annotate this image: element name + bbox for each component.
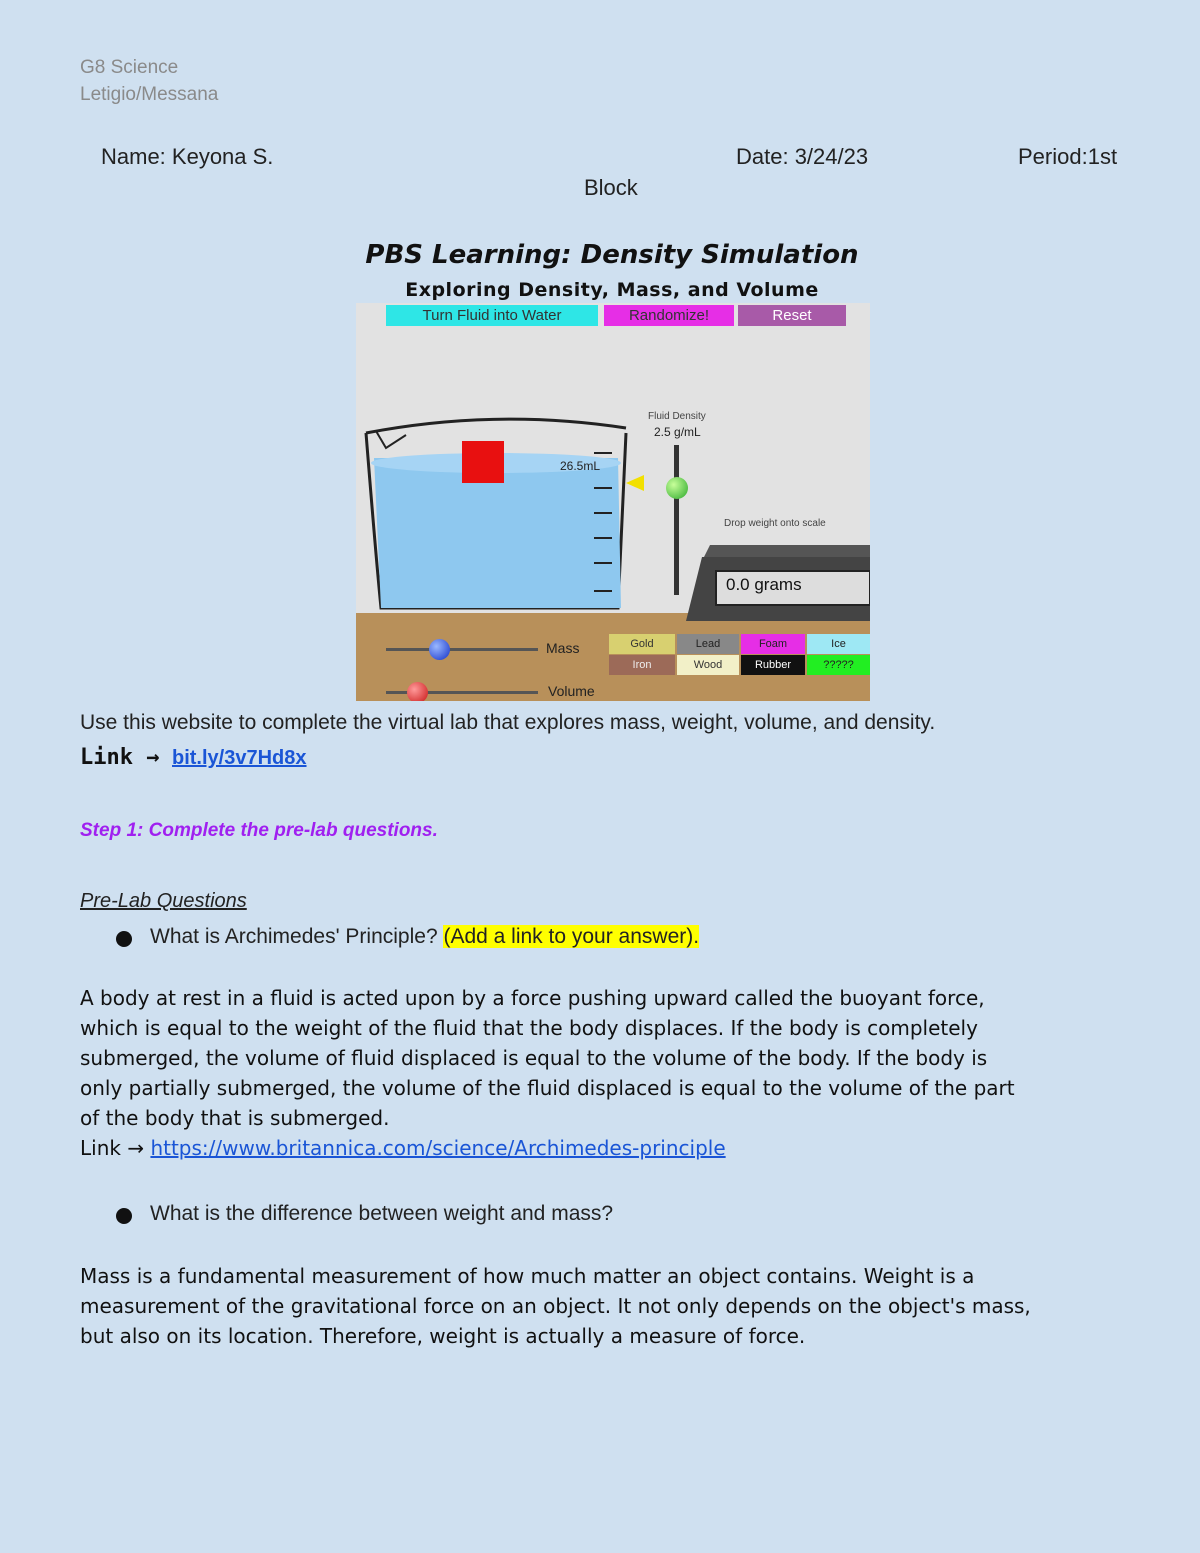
prelab-heading: Pre-Lab Questions [80, 890, 247, 912]
bullet-icon [116, 1208, 132, 1224]
mass-slider-handle[interactable] [429, 639, 450, 660]
answer-1 [80, 983, 1150, 1163]
question-1 [150, 925, 699, 949]
period-continuation: Block [584, 175, 638, 200]
material-unknown[interactable]: ????? [807, 655, 870, 675]
answer-2-line: but also on its location. Therefore, weight is actually a measure of force. [80, 1324, 806, 1348]
red-block[interactable] [462, 441, 504, 483]
answer-1-line: which is equal to the weight of the fluid that the body displaces. If the body is completely [80, 1016, 978, 1040]
randomize-button[interactable]: Randomize! [604, 305, 734, 326]
material-iron[interactable]: Iron [609, 655, 675, 675]
question-1-highlight: (Add a link to your answer). [443, 925, 700, 948]
bullet-icon [116, 931, 132, 947]
page-subtitle: Exploring Density, Mass, and Volume [405, 279, 819, 301]
step1-heading: Step 1: Complete the pre-lab questions. [80, 820, 438, 841]
answer-1-link-row [80, 1133, 1150, 1163]
answer-2-line: measurement of the gravitational force on an object. It not only depends on the object's mass, [80, 1294, 1031, 1318]
density-slider-handle[interactable] [666, 477, 688, 499]
density-slider-track[interactable] [674, 445, 679, 595]
density-simulation [356, 303, 870, 701]
material-lead[interactable]: Lead [677, 634, 739, 654]
link-label: Link → [80, 745, 160, 770]
teacher-label: Letigio/Messana [80, 84, 219, 105]
course-label: G8 Science [80, 57, 179, 78]
question-2: What is the difference between weight and mass? [150, 1202, 614, 1225]
fluid-density-label: Fluid Density [648, 411, 706, 422]
drop-weight-label: Drop weight onto scale [724, 518, 826, 529]
material-gold[interactable]: Gold [609, 634, 675, 654]
intro-text: Use this website to complete the virtual lab that explores mass, weight, volume, and density. [80, 711, 936, 734]
period-field: Period:1st [1018, 144, 1118, 169]
material-rubber[interactable]: Rubber [741, 655, 805, 675]
date-field: Date: 3/24/23 [736, 144, 869, 169]
fluid-density-value: 2.5 g/mL [654, 425, 701, 439]
turn-fluid-water-button[interactable]: Turn Fluid into Water [386, 305, 598, 326]
reset-button[interactable]: Reset [738, 305, 846, 326]
answer-1-line: A body at rest in a fluid is acted upon by a force pushing upward called the buoyant force, [80, 986, 985, 1010]
answer-2-line: Mass is a fundamental measurement of how much matter an object contains. Weight is a [80, 1264, 975, 1288]
material-ice[interactable]: Ice [807, 634, 870, 654]
sim-link[interactable]: bit.ly/3v7Hd8x [172, 747, 307, 769]
material-foam[interactable]: Foam [741, 634, 805, 654]
volume-slider-label: Volume [548, 683, 595, 699]
question-1-text: What is Archimedes' Principle? [150, 925, 438, 948]
answer-1-link-label: Link → [80, 1136, 145, 1160]
answer-1-line: of the body that is submerged. [80, 1106, 390, 1130]
scale-reading: 0.0 grams [726, 575, 802, 594]
answer-1-line: only partially submerged, the volume of the fluid displaced is equal to the volume of the part [80, 1076, 1015, 1100]
page-title: PBS Learning: Density Simulation [365, 240, 859, 270]
volume-reading: 26.5mL [560, 459, 601, 473]
answer-2 [80, 1261, 1150, 1351]
answer-1-line: submerged, the volume of fluid displaced is equal to the volume of the body. If the body is [80, 1046, 988, 1070]
mass-slider-track[interactable] [386, 648, 538, 651]
student-name: Name: Keyona S. [101, 144, 274, 169]
material-wood[interactable]: Wood [677, 655, 739, 675]
mass-label: Mass [546, 640, 580, 656]
britannica-link[interactable]: https://www.britannica.com/science/Archimedes-principle [150, 1136, 726, 1160]
volume-slider-handle[interactable] [407, 682, 428, 701]
beaker-icon [356, 403, 656, 618]
